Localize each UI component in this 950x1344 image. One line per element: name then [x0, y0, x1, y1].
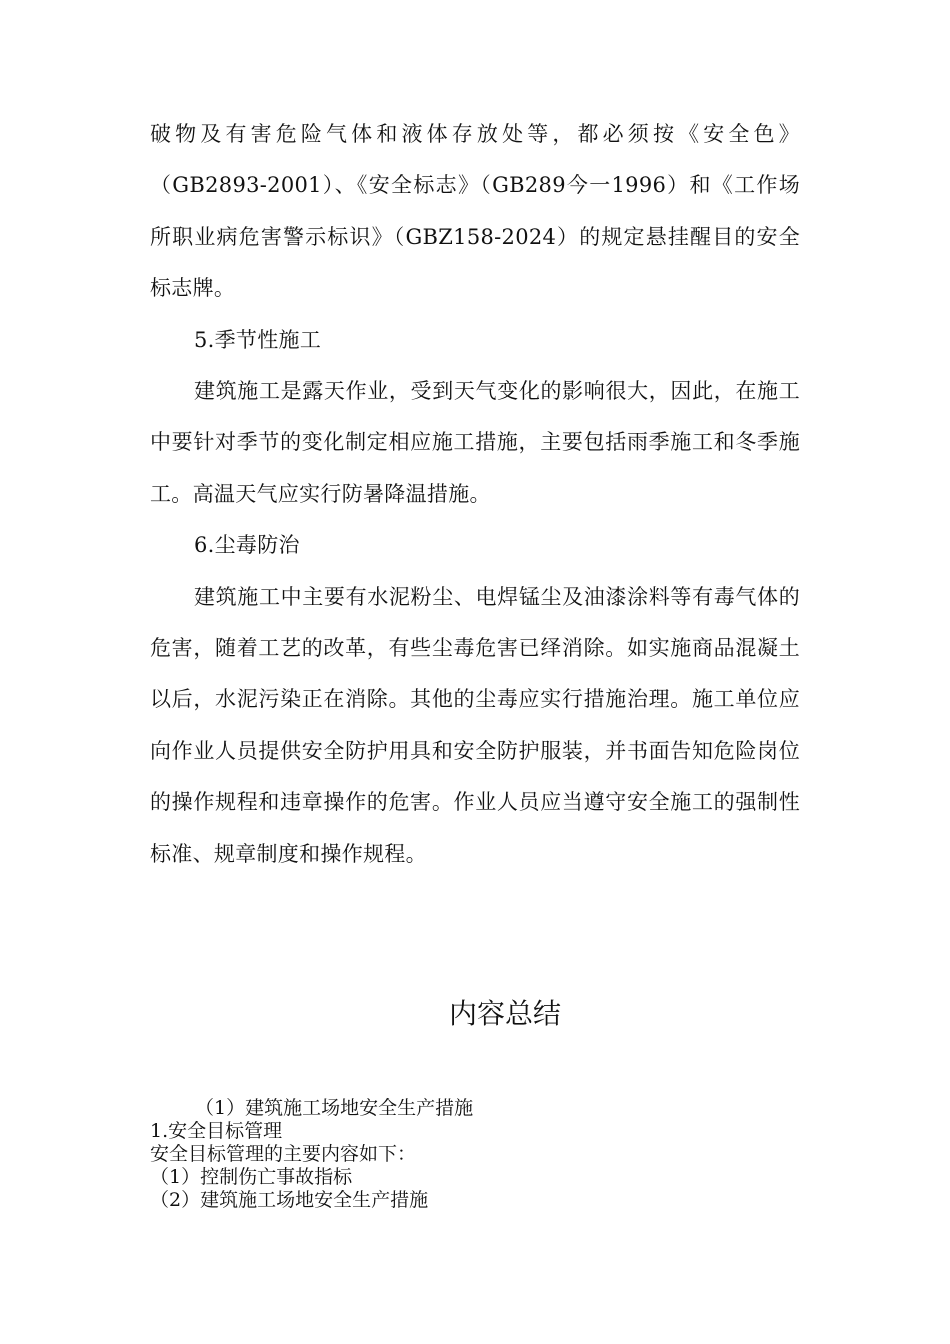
summary-item: 1.安全目标管理 — [150, 1120, 283, 1142]
body-section — [150, 109, 800, 880]
summary-title: 内容总结 — [448, 997, 561, 1030]
summary-item: 安全目标管理的主要内容如下： — [150, 1143, 417, 1165]
summary-item: （1）控制伤亡事故指标 — [150, 1166, 353, 1188]
summary-item: （2）建筑施工场地安全生产措施 — [150, 1189, 429, 1211]
summary-item: （1）建筑施工场地安全生产措施 — [195, 1097, 474, 1119]
summary-list — [150, 1097, 800, 1212]
heading-seasonal-construction: 5.季节性施工 — [194, 327, 322, 352]
paragraph-safety-signs: 破物及有害危险气体和液体存放处等，都必须按《安全色》（GB2893-2001）、《安全标志》（GB289今一1996）和《工作场所职业病危害警示标识》（GBZ158-2024）的规定悬挂醒目的安全标志牌。 — [150, 122, 800, 301]
paragraph-dust-poison-prevention: 建筑施工中主要有水泥粉尘、电焊锰尘及油漆涂料等有毒气体的危害，随着工艺的改革，有些尘毒危害已绎消除。如实施商品混凝土以后，水泥污染正在消除。其他的尘毒应实行措施治理。施工单位应向作业人员提供安全防护用具和安全防护服装，并书面告知危险岗位的操作规程和违章操作的危害。作业人员应当遵守安全施工的强制性标准、规章制度和操作规程。 — [150, 584, 800, 866]
paragraph-seasonal-construction: 建筑施工是露天作业，受到天气变化的影响很大，因此，在施工中要针对季节的变化制定相应施工措施，主要包括雨季施工和冬季施工。高温天气应实行防暑降温措施。 — [150, 379, 800, 506]
heading-dust-poison-prevention: 6.尘毒防治 — [194, 533, 300, 558]
